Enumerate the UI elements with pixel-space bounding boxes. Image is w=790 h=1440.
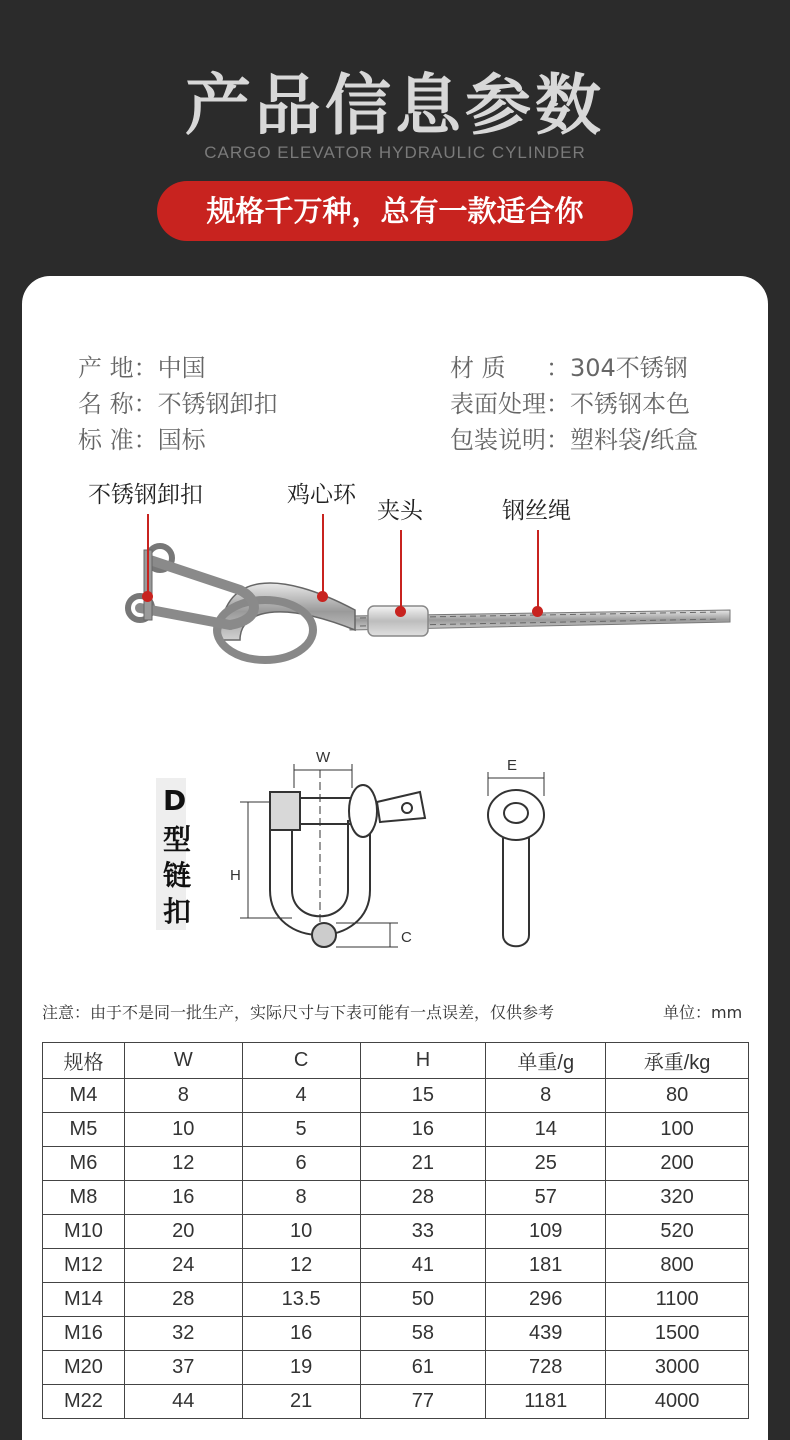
callout-thimble: 鸡心环: [287, 482, 356, 508]
table-cell: 109: [486, 1215, 606, 1249]
table-cell: 5: [242, 1113, 360, 1147]
shackle-side-view: [488, 772, 544, 946]
table-row: [43, 1181, 749, 1215]
spec-key: 包装说明: [450, 426, 546, 454]
shackle-front-view: [270, 770, 425, 947]
table-cell: 15: [360, 1079, 486, 1113]
spec-separator: ：: [546, 426, 570, 454]
spec-material: [450, 348, 688, 383]
table-cell: 16: [242, 1317, 360, 1351]
table-cell: 16: [360, 1113, 486, 1147]
table-cell: 37: [124, 1351, 242, 1385]
table-row: [43, 1215, 749, 1249]
dim-w-label: W: [316, 749, 331, 766]
spec-name: [78, 384, 278, 419]
table-cell: 1181: [486, 1385, 606, 1419]
table-cell: M22: [43, 1385, 125, 1419]
table-cell: M20: [43, 1351, 125, 1385]
callout-line: [147, 514, 149, 594]
table-cell: 16: [124, 1181, 242, 1215]
table-cell: 61: [360, 1351, 486, 1385]
callout-line: [400, 530, 402, 610]
table-header-cell: W: [124, 1043, 242, 1079]
callout-line: [322, 514, 324, 594]
spec-packaging: [450, 420, 698, 455]
table-row: [43, 1147, 749, 1181]
table-cell: 33: [360, 1215, 486, 1249]
type-label-char: D: [163, 784, 187, 817]
callout-dot: [142, 591, 153, 602]
slogan-badge: 规格千万种，总有一款适合你: [157, 181, 633, 241]
table-cell: 10: [124, 1113, 242, 1147]
table-cell: 58: [360, 1317, 486, 1351]
table-row: [43, 1351, 749, 1385]
table-cell: 19: [242, 1351, 360, 1385]
table-cell: 50: [360, 1283, 486, 1317]
table-cell: M6: [43, 1147, 125, 1181]
table-cell: 320: [606, 1181, 749, 1215]
table-cell: 439: [486, 1317, 606, 1351]
spec-value: 304不锈钢: [570, 354, 688, 382]
table-cell: 12: [242, 1249, 360, 1283]
table-cell: 20: [124, 1215, 242, 1249]
table-header-cell: 规格: [43, 1043, 125, 1079]
table-cell: 728: [486, 1351, 606, 1385]
table-cell: 14: [486, 1113, 606, 1147]
spec-key: 表面处理: [450, 390, 546, 418]
table-header-row: [43, 1043, 749, 1079]
table-cell: 8: [242, 1181, 360, 1215]
spec-separator: ：: [546, 354, 570, 382]
table-cell: 4000: [606, 1385, 749, 1419]
callout-wire-rope: 钢丝绳: [502, 498, 571, 524]
table-cell: M12: [43, 1249, 125, 1283]
callout-dot: [317, 591, 328, 602]
table-cell: 1500: [606, 1317, 749, 1351]
table-row: [43, 1317, 749, 1351]
table-row: [43, 1283, 749, 1317]
spec-value: 不锈钢本色: [570, 390, 690, 418]
table-cell: 21: [360, 1147, 486, 1181]
dim-e-label: E: [507, 757, 518, 774]
table-cell: 28: [360, 1181, 486, 1215]
spec-key: 产 地: [78, 354, 134, 382]
table-row: [43, 1079, 749, 1113]
spec-standard: [78, 420, 206, 455]
table-cell: 181: [486, 1249, 606, 1283]
callout-dot: [395, 606, 406, 617]
table-row: [43, 1385, 749, 1419]
table-cell: M5: [43, 1113, 125, 1147]
callout-line: [537, 530, 539, 610]
table-cell: M10: [43, 1215, 125, 1249]
product-photo: [110, 530, 750, 680]
spec-value: 不锈钢卸扣: [157, 390, 278, 418]
disclaimer-note: 注意：由于不是同一批生产，实际尺寸与下表可能有一点误差，仅供参考: [42, 1003, 555, 1022]
table-header-cell: 承重/kg: [606, 1043, 749, 1079]
spec-value: 中国: [157, 354, 206, 382]
spec-key: 标 准: [78, 426, 134, 454]
spec-table: [42, 1042, 749, 1419]
table-row: [43, 1249, 749, 1283]
spec-separator: ：: [133, 354, 158, 382]
table-header-cell: C: [242, 1043, 360, 1079]
table-cell: M8: [43, 1181, 125, 1215]
table-cell: 4: [242, 1079, 360, 1113]
table-cell: M14: [43, 1283, 125, 1317]
callout-dot: [532, 606, 543, 617]
dimension-lines: [240, 764, 398, 947]
table-cell: 1100: [606, 1283, 749, 1317]
spec-key: 名 称: [78, 390, 134, 418]
table-cell: 13.5: [242, 1283, 360, 1317]
type-label-char: 链: [163, 859, 192, 892]
shackle-diagram: [220, 740, 560, 960]
page-subtitle: CARGO ELEVATOR HYDRAULIC CYLINDER: [204, 143, 586, 162]
table-cell: 25: [486, 1147, 606, 1181]
unit-label: 单位：mm: [663, 1003, 743, 1022]
table-cell: 8: [124, 1079, 242, 1113]
table-cell: 800: [606, 1249, 749, 1283]
table-cell: 57: [486, 1181, 606, 1215]
table-cell: M4: [43, 1079, 125, 1113]
table-cell: 44: [124, 1385, 242, 1419]
spec-surface: [450, 384, 690, 419]
table-header-cell: H: [360, 1043, 486, 1079]
callout-clamp: 夹头: [377, 498, 423, 524]
callout-shackle: 不锈钢卸扣: [88, 482, 203, 508]
table-cell: 32: [124, 1317, 242, 1351]
table-cell: 520: [606, 1215, 749, 1249]
spec-value: 塑料袋/纸盒: [570, 426, 699, 454]
table-cell: 41: [360, 1249, 486, 1283]
table-cell: 8: [486, 1079, 606, 1113]
dim-c-label: C: [401, 929, 412, 946]
spec-origin: [78, 348, 206, 383]
type-label-char: 型: [163, 823, 192, 856]
table-cell: 296: [486, 1283, 606, 1317]
table-header-cell: 单重/g: [486, 1043, 606, 1079]
table-cell: 21: [242, 1385, 360, 1419]
spec-value: 国标: [157, 426, 206, 454]
table-cell: M16: [43, 1317, 125, 1351]
table-row: [43, 1113, 749, 1147]
spec-separator: ：: [546, 390, 570, 418]
table-cell: 80: [606, 1079, 749, 1113]
table-cell: 28: [124, 1283, 242, 1317]
table-cell: 12: [124, 1147, 242, 1181]
table-cell: 77: [360, 1385, 486, 1419]
spec-separator: ：: [133, 426, 158, 454]
type-label-char: 扣: [163, 895, 192, 928]
table-cell: 24: [124, 1249, 242, 1283]
spec-separator: ：: [133, 390, 158, 418]
page-title: 产品信息参数: [185, 67, 605, 144]
table-cell: 10: [242, 1215, 360, 1249]
table-cell: 3000: [606, 1351, 749, 1385]
table-cell: 200: [606, 1147, 749, 1181]
table-cell: 100: [606, 1113, 749, 1147]
table-cell: 6: [242, 1147, 360, 1181]
spec-key: 材 质: [450, 354, 506, 382]
dim-h-label: H: [230, 867, 241, 884]
